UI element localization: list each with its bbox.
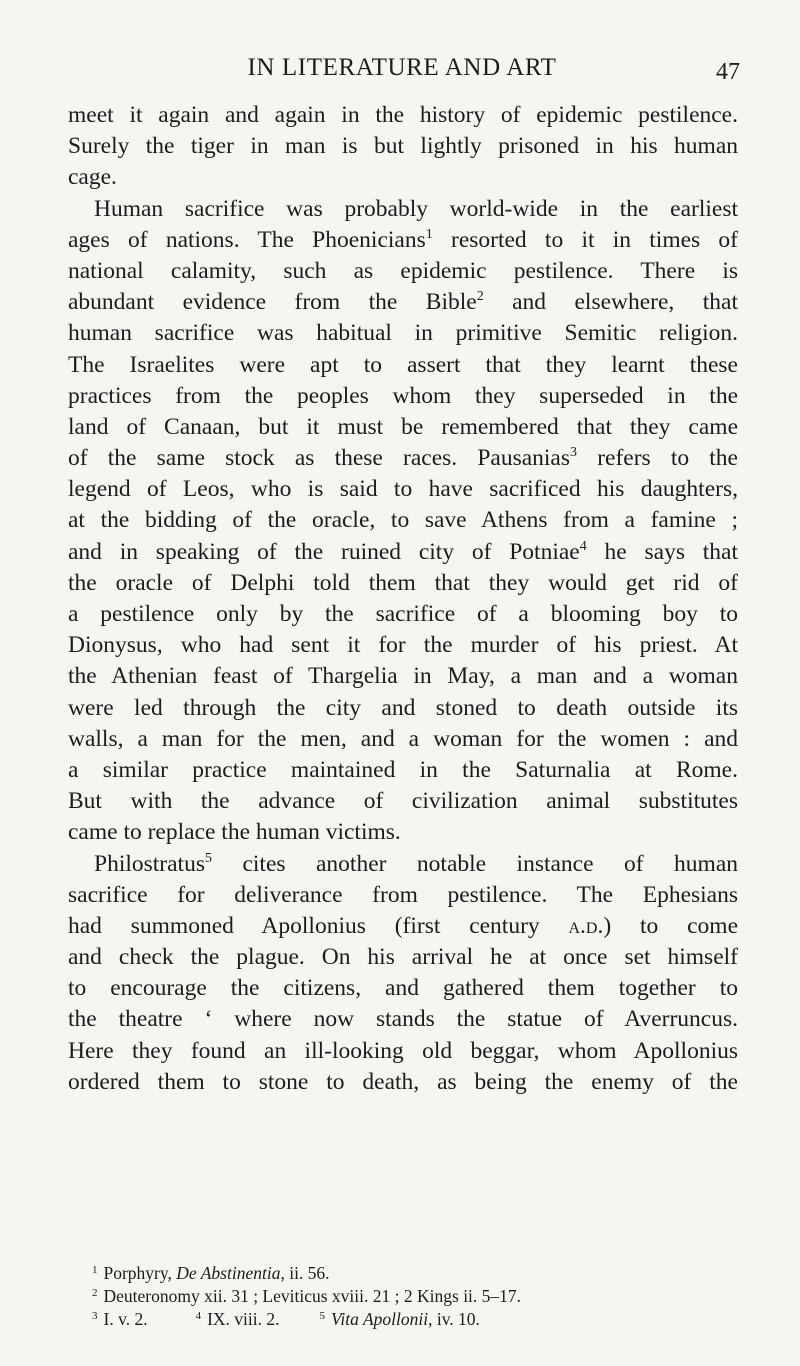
text-line xyxy=(68,537,738,568)
text-segment: and elsewhere, that xyxy=(512,289,738,316)
footnote-ref: 4 xyxy=(579,538,587,554)
text-line: But with the advance of civilization animal substitutes xyxy=(68,788,738,815)
running-head xyxy=(64,50,740,86)
text-line: Dionysus, who had sent it for the murder of his priest. At xyxy=(68,632,738,659)
text-segment: cites another notable instance of human xyxy=(242,850,738,877)
footnote-text: , ii. 56. xyxy=(280,1263,330,1283)
text-line: sacrifice for deliverance from pestilence. The Ephesians xyxy=(68,881,738,908)
footnote-text: Porphyry, xyxy=(103,1263,177,1283)
text-line: came to replace the human victims. xyxy=(68,819,401,846)
text-segment: and in speaking of the ruined city of Potniae xyxy=(68,538,580,565)
text-line: a pestilence only by the sacrifice of a blooming boy to xyxy=(68,601,738,627)
body-text xyxy=(68,100,738,1098)
text-line: a similar practice maintained in the Saturnalia at Rome. xyxy=(68,756,738,783)
text-line: the oracle of Delphi told them that they would get rid of xyxy=(68,569,738,596)
footnote-text: , iv. 10. xyxy=(428,1309,480,1329)
footnote-2 xyxy=(92,1285,742,1308)
text-line: were led through the city and stoned to death outside its xyxy=(68,694,738,721)
text-line: Surely the tiger in man is but lightly prisoned in his human xyxy=(68,133,738,160)
text-segment: ages of nations. The Phoenicians xyxy=(68,226,426,253)
text-line: meet it again and again in the history of epidemic pestilence. xyxy=(68,102,738,128)
text-line: Here they found an ill-looking old beggar, whom Apollonius xyxy=(68,1037,738,1064)
footnote-ref: 3 xyxy=(570,445,578,461)
footnote-ref: 5 xyxy=(204,850,212,866)
text-segment: of the same stock as these races. Pausanias xyxy=(68,445,571,472)
footnote-1 xyxy=(92,1262,742,1285)
era-abbreviation: a.d. xyxy=(568,912,604,939)
footnote-ref: 2 xyxy=(476,289,484,305)
text-line: practices from the peoples whom they superseded in the xyxy=(68,382,738,409)
footnote-mark: 3 xyxy=(92,1310,98,1322)
work-title: De Abstinentia xyxy=(176,1263,281,1283)
text-line: Human sacrifice was probably world-wide in the earliest xyxy=(94,195,738,222)
text-line: The Israelites were apt to assert that they learnt these xyxy=(68,351,738,378)
footnote-ref: 1 xyxy=(425,226,433,242)
footnote-mark: 5 xyxy=(319,1310,326,1322)
footnote-text: Deuteronomy xii. 31 ; Leviticus xviii. 21 ; 2 Kings ii. 5–17. xyxy=(103,1286,522,1306)
text-line: human sacrifice was habitual in primitive Semitic religion. xyxy=(68,320,738,347)
running-title: IN LITERATURE AND ART xyxy=(247,54,557,81)
page-number: 47 xyxy=(716,59,740,85)
text-line xyxy=(68,225,738,256)
text-line: the theatre ‘ where now stands the statue of Averruncus. xyxy=(68,1006,738,1033)
footnote-mark: 2 xyxy=(92,1287,98,1299)
text-line: and check the plague. On his arrival he at once set himself xyxy=(68,944,738,971)
footnote-3 xyxy=(92,1309,148,1329)
text-line xyxy=(68,443,738,474)
text-segment: Philostratus xyxy=(94,850,205,877)
text-line: ordered them to stone to death, as being the enemy of the xyxy=(68,1068,738,1095)
text-line: at the bidding of the oracle, to save Athens from a famine ; xyxy=(68,507,738,534)
text-segment: refers to the xyxy=(597,445,738,472)
footnote-text: IX. viii. 2. xyxy=(207,1309,280,1329)
footnote-text: I. v. 2. xyxy=(103,1309,148,1329)
text-line: walls, a man for the men, and a woman for the women : and xyxy=(68,725,738,752)
text-line: the Athenian feast of Thargelia in May, a man and a woman xyxy=(68,663,738,690)
text-line xyxy=(68,287,738,318)
footnote-row xyxy=(92,1308,742,1331)
text-segment: had summoned Apollonius (first century xyxy=(68,912,540,939)
text-line: land of Canaan, but it must be remembered that they came xyxy=(68,413,738,440)
text-line: legend of Leos, who is said to have sacrificed his daughters, xyxy=(68,476,738,503)
footnote-4 xyxy=(196,1309,280,1329)
footnote-mark: 1 xyxy=(92,1264,98,1276)
text-line: cage. xyxy=(68,164,117,191)
footnote-mark: 4 xyxy=(195,1310,202,1322)
footnotes xyxy=(92,1262,742,1331)
work-title: Vita Apollonii xyxy=(331,1309,429,1329)
text-line xyxy=(68,849,738,880)
text-segment: resorted to it in times of xyxy=(451,226,739,253)
footnote-5 xyxy=(320,1309,480,1329)
text-line xyxy=(68,911,738,942)
text-segment: he says that xyxy=(604,538,739,565)
text-segment: abundant evidence from the Bible xyxy=(68,289,477,316)
text-line: national calamity, such as epidemic pestilence. There is xyxy=(68,257,738,284)
text-segment: ) to come xyxy=(603,912,739,939)
text-line: to encourage the citizens, and gathered them together to xyxy=(68,975,738,1002)
